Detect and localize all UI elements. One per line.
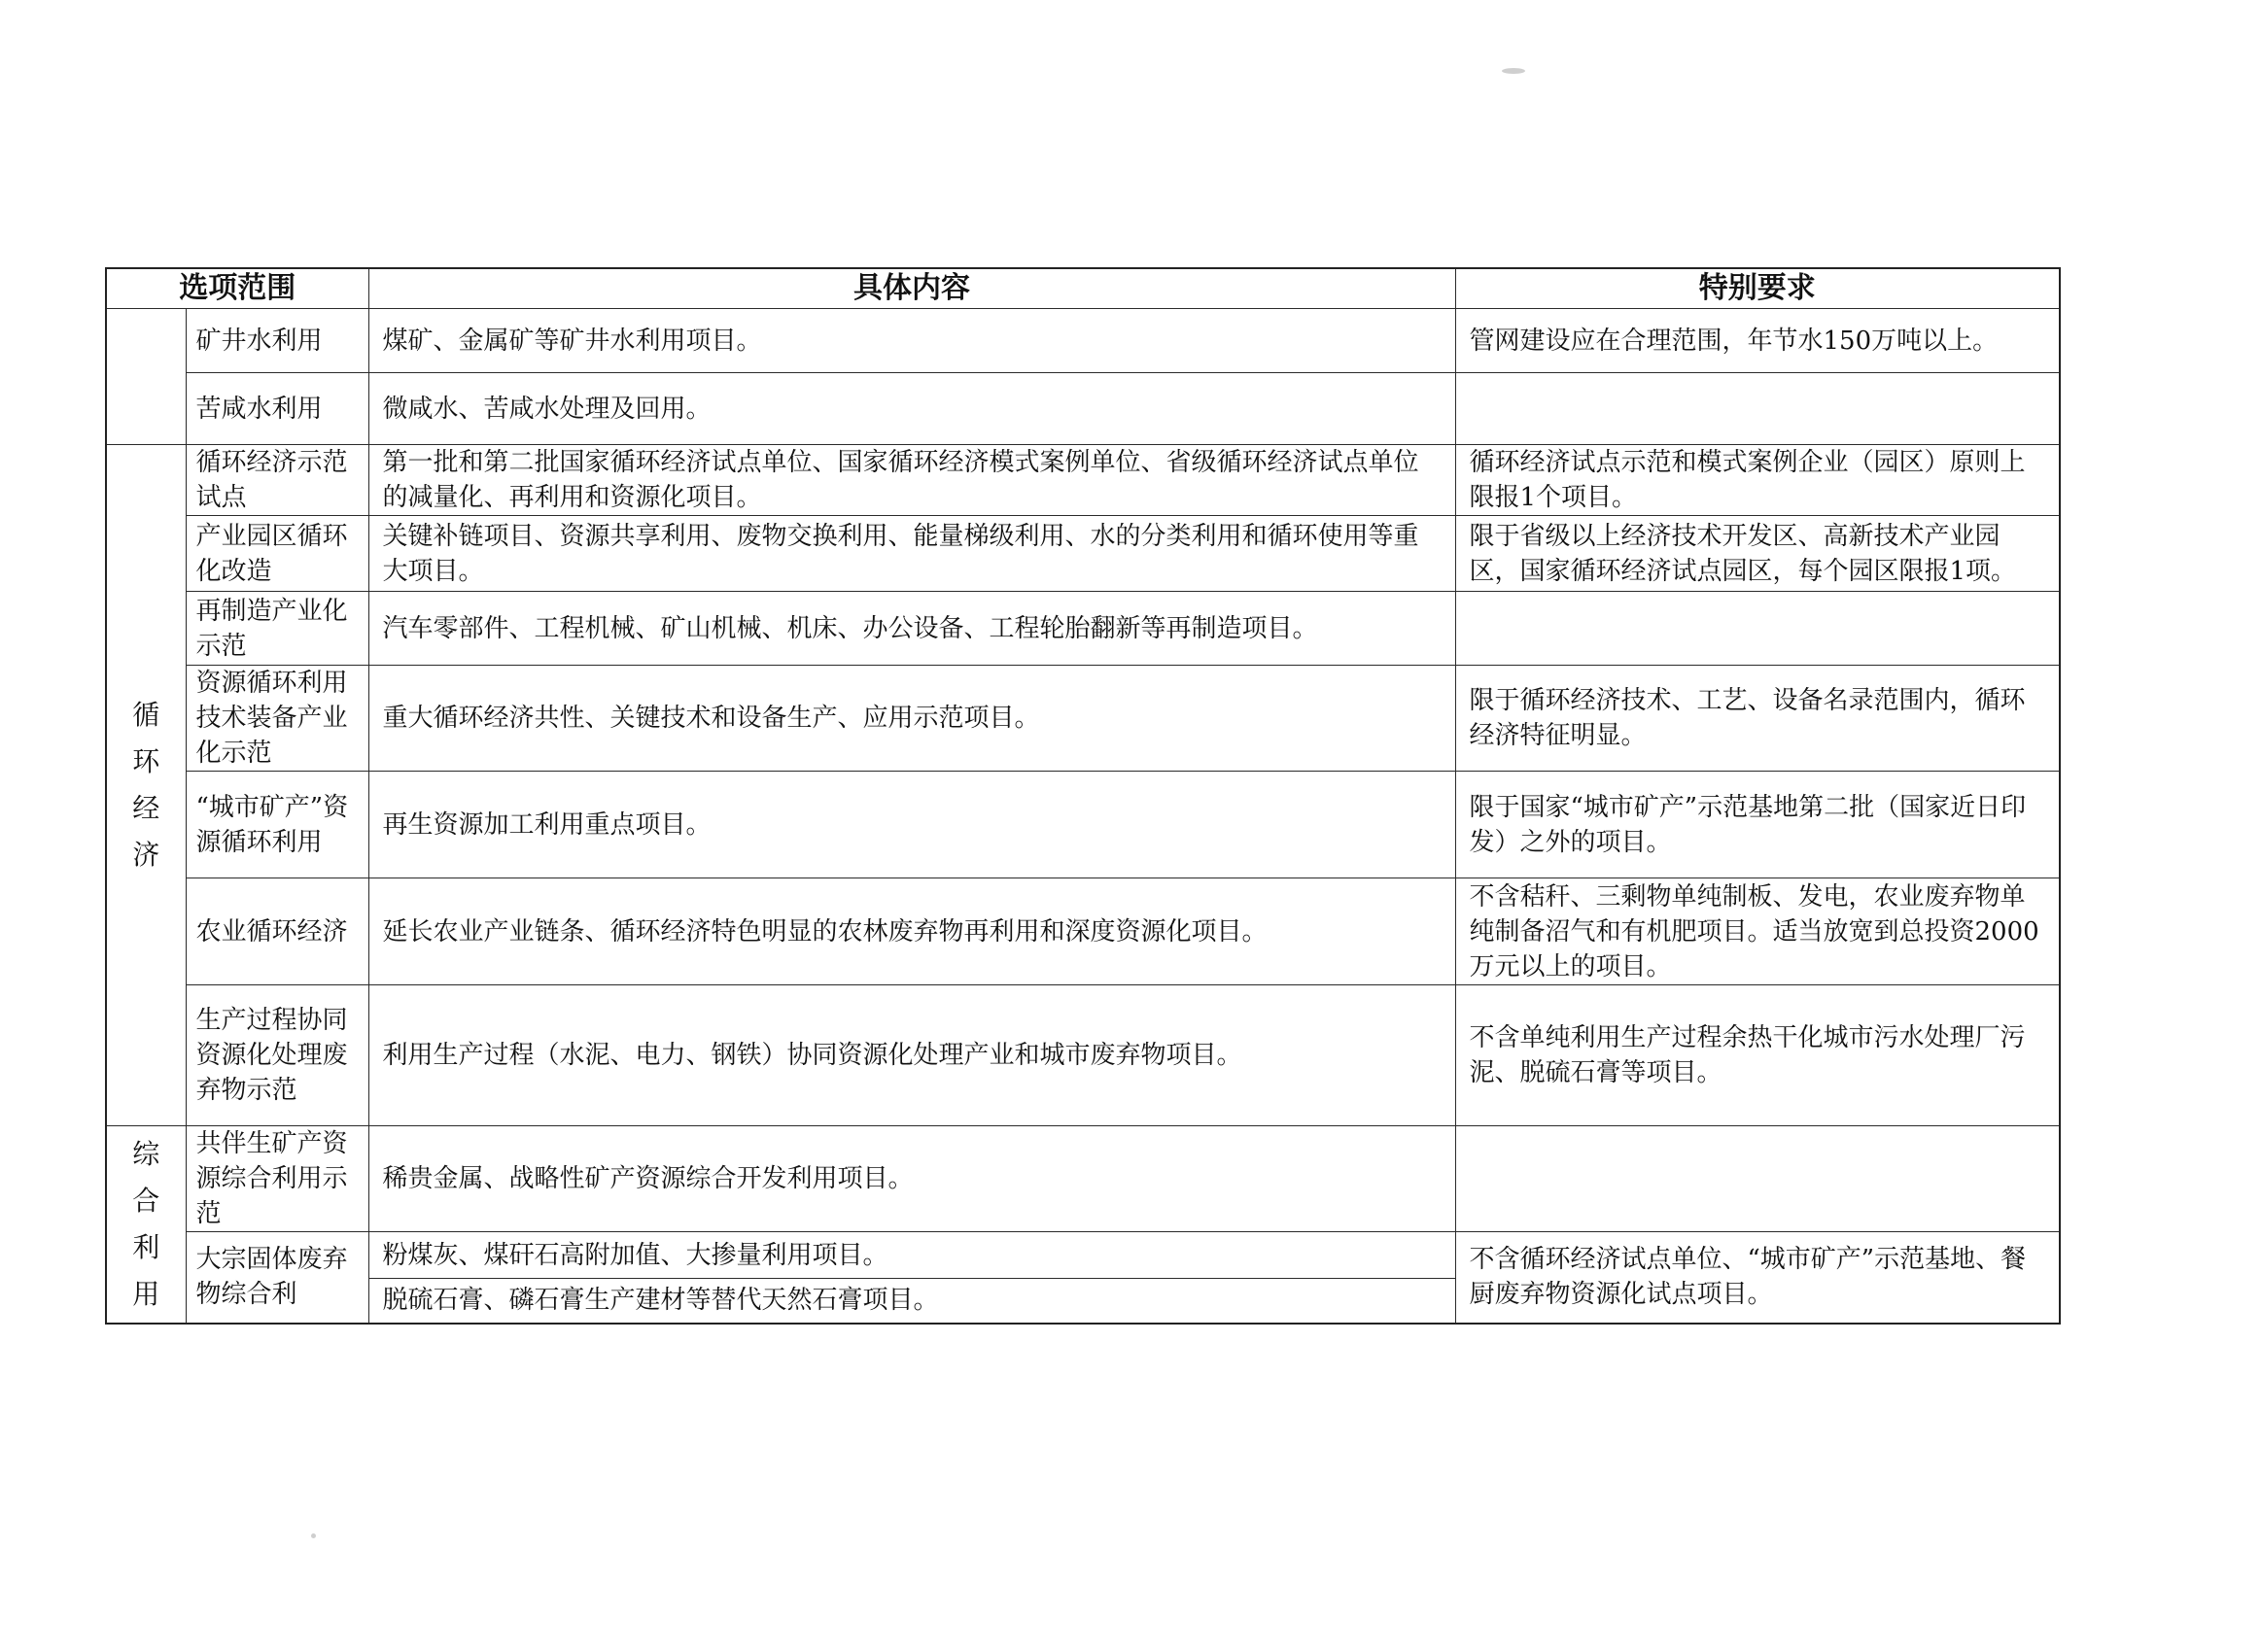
content-cell: 再生资源加工利用重点项目。 [368, 772, 1455, 878]
header-content: 具体内容 [368, 268, 1455, 309]
subcategory-cell: 产业园区循环化改造 [186, 516, 368, 592]
table-row [106, 878, 2060, 985]
subcategory-cell: 大宗固体废弃物综合利 [186, 1232, 368, 1324]
subcategory-cell: 矿井水利用 [186, 309, 368, 373]
table-row [106, 309, 2060, 373]
requirement-cell: 不含秸秆、三剩物单纯制板、发电，农业废弃物单纯制备沼气和有机肥项目。适当放宽到总投资2000万元以上的项目。 [1455, 878, 2060, 985]
content-cell: 煤矿、金属矿等矿井水利用项目。 [368, 309, 1455, 373]
content-cell: 第一批和第二批国家循环经济试点单位、国家循环经济模式案例单位、省级循环经济试点单位的减量化、再利用和资源化项目。 [368, 445, 1455, 516]
category-char: 环 [132, 745, 160, 777]
content-cell: 微咸水、苦咸水处理及回用。 [368, 373, 1455, 445]
table-row [106, 1232, 2060, 1279]
requirement-cell: 循环经济试点示范和模式案例企业（园区）原则上限报1个项目。 [1455, 445, 2060, 516]
subcategory-cell: “城市矿产”资源循环利用 [186, 772, 368, 878]
content-cell: 粉煤灰、煤矸石高附加值、大掺量利用项目。 [368, 1232, 1455, 1279]
subcategory-cell: 苦咸水利用 [186, 373, 368, 445]
requirement-cell [1455, 1126, 2060, 1232]
scan-speck [311, 1533, 316, 1538]
category-char: 合 [132, 1184, 160, 1217]
table-row [106, 772, 2060, 878]
subcategory-cell: 农业循环经济 [186, 878, 368, 985]
header-requirements: 特别要求 [1455, 268, 2060, 309]
header-scope: 选项范围 [106, 268, 368, 309]
category-char: 利 [132, 1230, 160, 1263]
subcategory-cell: 共伴生矿产资源综合利用示范 [186, 1126, 368, 1232]
requirement-cell: 限于省级以上经济技术开发区、高新技术产业园区，国家循环经济试点园区，每个园区限报1项。 [1455, 516, 2060, 592]
project-scope-table [105, 267, 2061, 1325]
content-cell: 脱硫石膏、磷石膏生产建材等替代天然石膏项目。 [368, 1279, 1455, 1324]
requirement-cell [1455, 592, 2060, 666]
table-row [106, 1126, 2060, 1232]
requirement-cell: 管网建设应在合理范围，年节水150万吨以上。 [1455, 309, 2060, 373]
table-row [106, 985, 2060, 1126]
table-row [106, 592, 2060, 666]
subcategory-cell: 循环经济示范试点 [186, 445, 368, 516]
content-cell: 重大循环经济共性、关键技术和设备生产、应用示范项目。 [368, 666, 1455, 772]
category-comprehensive-utilization [106, 1126, 186, 1324]
table-row [106, 516, 2060, 592]
requirement-cell: 不含单纯利用生产过程余热干化城市污水处理厂污泥、脱硫石膏等项目。 [1455, 985, 2060, 1126]
subcategory-cell: 资源循环利用技术装备产业化示范 [186, 666, 368, 772]
category-char: 循 [132, 699, 160, 731]
subcategory-cell: 生产过程协同资源化处理废弃物示范 [186, 985, 368, 1126]
category-char: 经 [132, 792, 160, 824]
requirement-cell [1455, 373, 2060, 445]
content-cell: 稀贵金属、战略性矿产资源综合开发利用项目。 [368, 1126, 1455, 1232]
content-cell: 汽车零部件、工程机械、矿山机械、机床、办公设备、工程轮胎翻新等再制造项目。 [368, 592, 1455, 666]
category-circular-economy [106, 445, 186, 1126]
requirement-cell: 限于国家“城市矿产”示范基地第二批（国家近日印发）之外的项目。 [1455, 772, 2060, 878]
scan-speck [1502, 68, 1525, 74]
table-row [106, 373, 2060, 445]
content-cell: 延长农业产业链条、循环经济特色明显的农林废弃物再利用和深度资源化项目。 [368, 878, 1455, 985]
table-row [106, 445, 2060, 516]
requirement-cell: 不含循环经济试点单位、“城市矿产”示范基地、餐厨废弃物资源化试点项目。 [1455, 1232, 2060, 1324]
content-cell: 利用生产过程（水泥、电力、钢铁）协同资源化处理产业和城市废弃物项目。 [368, 985, 1455, 1126]
category-char: 用 [132, 1277, 160, 1310]
category-char: 济 [132, 839, 160, 871]
requirement-cell: 限于循环经济技术、工艺、设备名录范围内，循环经济特征明显。 [1455, 666, 2060, 772]
table-row [106, 666, 2060, 772]
table-header-row [106, 268, 2060, 309]
content-cell: 关键补链项目、资源共享利用、废物交换利用、能量梯级利用、水的分类利用和循环使用等重大项目。 [368, 516, 1455, 592]
category-water [106, 309, 186, 445]
category-char: 综 [132, 1137, 160, 1170]
subcategory-cell: 再制造产业化示范 [186, 592, 368, 666]
